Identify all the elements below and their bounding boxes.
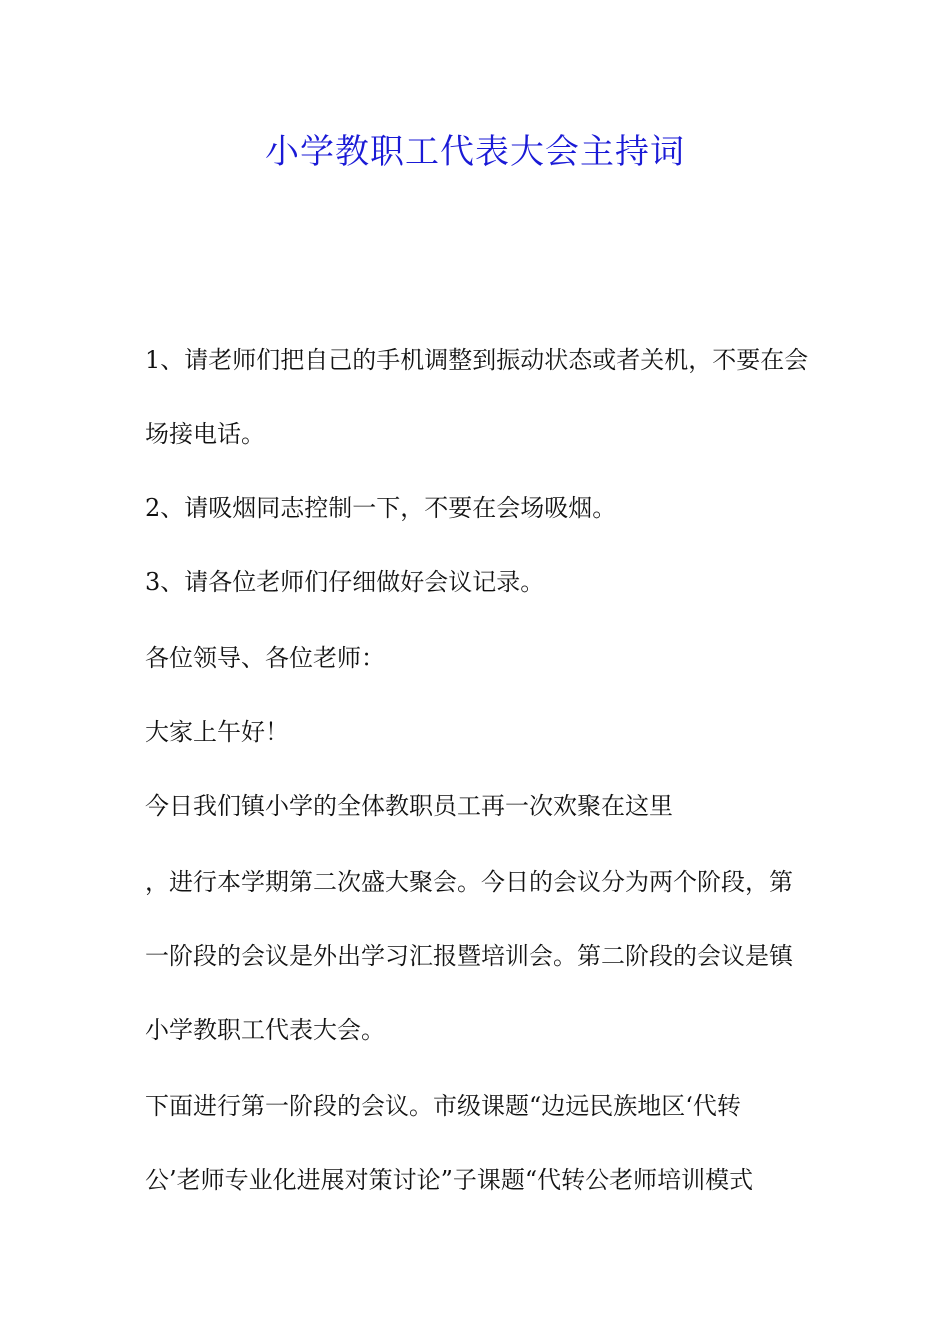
text-line: 小学教职工代表大会。 xyxy=(145,1016,385,1044)
text-line: ，进行本学期第二次盛大聚会。今日的会议分为两个阶段，第 xyxy=(145,868,793,896)
text-line: 场接电话。 xyxy=(145,420,265,448)
text-line: 下面进行第一阶段的会议。市级课题“边远民族地区‘代转 xyxy=(145,1092,741,1120)
page-title: 小学教职工代表大会主持词 xyxy=(265,132,685,172)
text-line: 1、请老师们把自己的手机调整到振动状态或者关机，不要在会 xyxy=(145,346,809,374)
text-line: 一阶段的会议是外出学习汇报暨培训会。第二阶段的会议是镇 xyxy=(145,942,793,970)
text-line: 公’老师专业化进展对策讨论”子课题“代转公老师培训模式 xyxy=(145,1166,754,1194)
text-line: 2、请吸烟同志控制一下，不要在会场吸烟。 xyxy=(145,494,617,522)
text-line: 3、请各位老师们仔细做好会议记录。 xyxy=(145,568,545,596)
text-line: 今日我们镇小学的全体教职员工再一次欢聚在这里 xyxy=(145,792,673,820)
text-line: 各位领导、各位老师： xyxy=(145,644,385,672)
text-line: 大家上午好！ xyxy=(145,718,289,746)
